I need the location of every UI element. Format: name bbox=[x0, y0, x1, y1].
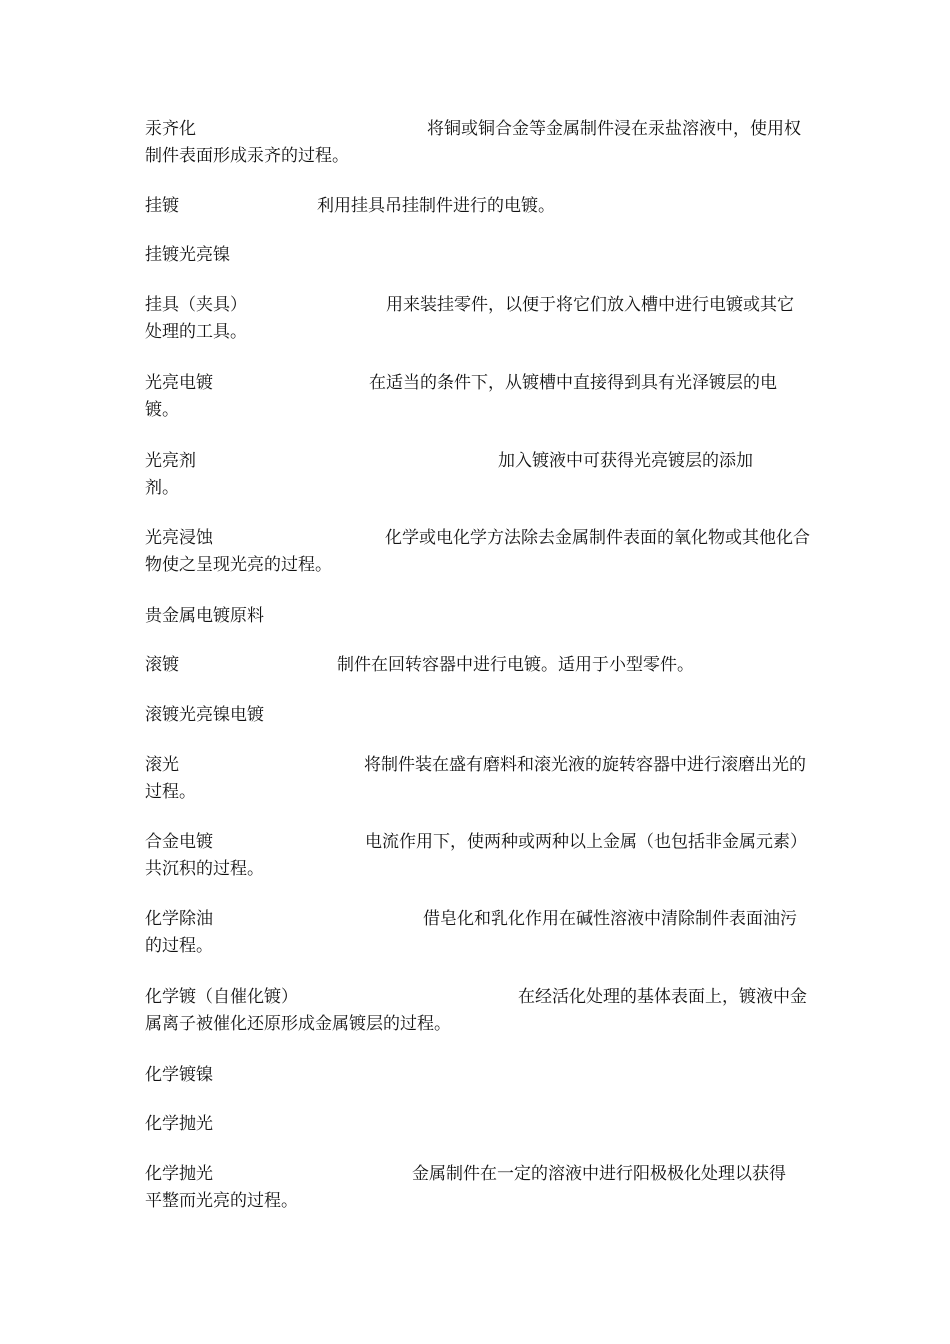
glossary-entry bbox=[145, 984, 810, 1038]
entry-definition: 用来装挂零件，以便于将它们放入槽中进行电镀或其它处理的工具。 bbox=[145, 295, 794, 342]
entry-definition: 利用挂具吊挂制件进行的电镀。 bbox=[317, 196, 555, 216]
glossary-entry bbox=[145, 448, 810, 502]
entry-definition: 在适当的条件下，从镀槽中直接得到具有光泽镀层的电镀。 bbox=[145, 373, 777, 420]
entry-definition: 金属制件在一定的溶液中进行阳极极化处理以获得平整而光亮的过程。 bbox=[145, 1164, 786, 1211]
entry-definition: 化学或电化学方法除去金属制件表面的氧化物或其他化合物使之呈现光亮的过程。 bbox=[145, 528, 810, 575]
entry-definition: 将制件装在盛有磨料和滚光液的旋转容器中进行滚磨出光的过程。 bbox=[145, 755, 806, 802]
entry-term: 化学镀（自催化镀） bbox=[145, 987, 298, 1007]
glossary-entry bbox=[145, 292, 810, 346]
glossary-entry bbox=[145, 829, 810, 883]
entry-term: 汞齐化 bbox=[145, 119, 196, 139]
entry-definition: 借皂化和乳化作用在碱性溶液中清除制件表面油污的过程。 bbox=[145, 909, 797, 956]
entry-term: 挂镀光亮镍 bbox=[145, 245, 230, 265]
entry-term: 贵金属电镀原料 bbox=[145, 606, 264, 626]
entry-term: 化学镀镍 bbox=[145, 1065, 213, 1085]
entry-term: 滚光 bbox=[145, 755, 179, 775]
entry-term: 化学抛光 bbox=[145, 1114, 213, 1134]
entry-term: 合金电镀 bbox=[145, 832, 213, 852]
entry-term: 光亮剂 bbox=[145, 451, 196, 471]
entry-term: 光亮电镀 bbox=[145, 373, 213, 393]
entry-definition: 将铜或铜合金等金属制件浸在汞盐溶液中，使用权制件表面形成汞齐的过程。 bbox=[145, 119, 801, 166]
glossary-entry bbox=[145, 370, 810, 424]
entry-definition: 制件在回转容器中进行电镀。适用于小型零件。 bbox=[337, 655, 694, 675]
glossary-entry bbox=[145, 906, 810, 960]
glossary-entry bbox=[145, 752, 810, 806]
glossary-entry bbox=[145, 652, 810, 679]
glossary-entry bbox=[145, 193, 810, 220]
entry-term: 挂具（夹具） bbox=[145, 295, 247, 315]
glossary-entry bbox=[145, 525, 810, 579]
entry-definition: 加入镀液中可获得光亮镀层的添加剂。 bbox=[145, 451, 753, 498]
glossary-entry bbox=[145, 1161, 810, 1215]
entry-term: 化学抛光 bbox=[145, 1164, 213, 1184]
entry-definition: 电流作用下，使两种或两种以上金属（也包括非金属元素）共沉积的过程。 bbox=[145, 832, 807, 879]
entry-term: 化学除油 bbox=[145, 909, 213, 929]
glossary-entry bbox=[145, 116, 810, 170]
entry-definition: 在经活化处理的基体表面上，镀液中金属离子被催化还原形成金属镀层的过程。 bbox=[145, 987, 807, 1034]
entry-term: 光亮浸蚀 bbox=[145, 528, 213, 548]
entry-term: 滚镀光亮镍电镀 bbox=[145, 705, 264, 725]
entry-term: 滚镀 bbox=[145, 655, 179, 675]
entry-term: 挂镀 bbox=[145, 196, 179, 216]
